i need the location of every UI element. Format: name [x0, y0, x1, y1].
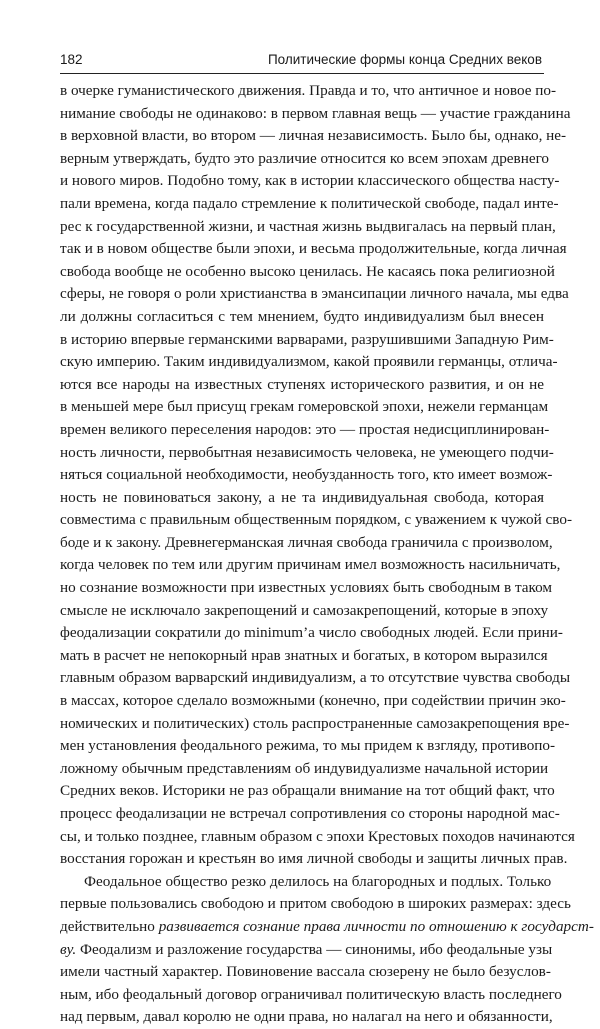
text-line: феодализации сократили до minimum’а число свободных людей. Если прини- — [60, 624, 563, 642]
text-run: Феодализм и разложение государства — синонимы, ибо феодальные узы — [76, 940, 553, 958]
text-line: главным образом варварский индивидуализм, а то отсутствие чувства свободы — [60, 669, 571, 687]
text-line: но сознание возможности при известных условиях быть свободным в таком — [60, 579, 553, 597]
text-line: ложному обычным представлениям об индувидуализме начальной истории — [60, 759, 549, 777]
text-line — [60, 939, 553, 962]
text-line: ются все народы на известных ступенях исторического развития, и он не — [60, 375, 544, 393]
text-line: мать в расчет не непокорный нрав знатных и богатых, в котором выразился — [60, 646, 548, 664]
text-line: Средних веков. Историки не раз обращали внимание на тот общий факт, что — [60, 782, 555, 800]
text-line: мен установления феодального режима, то мы придем к взгляду, противопо- — [60, 737, 556, 755]
text-line: Феодальное общество резко делилось на благородных и подлых. Только — [84, 872, 552, 890]
text-line: верным утверждать, будто это различие относится ко всем эпохам древнего — [60, 149, 550, 167]
text-line: и нового миров. Подобно тому, как в истории классического общества насту- — [60, 172, 560, 190]
text-line: няться социальной необходимости, необузданность того, кто имеет возмож- — [60, 466, 553, 484]
text-line: в очерке гуманистического движения. Правда и то, что античное и новое по- — [60, 82, 557, 99]
text-line: процесс феодализации не встречал сопротивления со стороны народной мас- — [60, 805, 560, 822]
text-line: боде и к закону. Древнегерманская личная свобода граничила с произволом, — [60, 533, 553, 551]
text-line: ность личности, первобытная независимость человека, не умеющего подчи- — [60, 443, 554, 461]
emphasis-text: ву. — [60, 940, 77, 958]
text-line: скую империю. Таким индивидуализмом, какой проявили германцы, отлича- — [60, 353, 558, 371]
text-line: ным, ибо феодальный договор ограничивал политическую власть последнего — [60, 985, 562, 1003]
text-line: в историю впервые германскими варварами, разрушившими Западную Рим- — [60, 330, 554, 348]
paragraph-1 — [60, 80, 575, 871]
text-line: так и в новом обществе были эпохи, и весьма продолжительные, когда личная — [60, 240, 567, 258]
text-line: ли должны согласиться с тем мнением, будто индивидуализм был внесен — [60, 307, 544, 325]
text-line: в меньшей мере был присущ грекам гомеровской эпохи, нежели германцам — [60, 398, 549, 416]
page-number: 182 — [60, 52, 83, 67]
header-rule — [60, 73, 544, 74]
text-line: первые пользовались свободою и притом свободою в широких размерах: здесь — [60, 895, 571, 913]
paragraph-2 — [60, 871, 594, 1029]
text-run: действительно — [60, 917, 159, 935]
running-header — [60, 52, 542, 72]
text-line: пали времена, когда падало стремление к политической свободе, падал инте- — [60, 194, 559, 212]
emphasis-text: развивается сознание права личности по отношению к государст- — [158, 917, 594, 935]
text-line: сы, и только позднее, главным образом с эпохи Крестовых походов начинаются — [60, 827, 575, 845]
running-title: Политические формы конца Средних веков — [267, 52, 542, 67]
text-line: рес к государственной жизни, и частная жизнь выдвигалась на первый план, — [60, 217, 556, 235]
text-line: имели частный характер. Повиновение вассала сюзерену не было безуслов- — [60, 963, 551, 981]
text-line: свобода вообще не особенно высоко ценилась. Не касаясь пока религиозной — [60, 262, 555, 280]
text-line: нимание свободы не одинаково: в первом главная вещь — участие гражданина — [60, 104, 571, 122]
text-line: когда человек по тем или другим причинам имел возможность насильничать, — [60, 556, 561, 574]
text-line: номических и политических) столь распространенные самозакрепощения вре- — [60, 714, 570, 732]
text-line: смысле не исключало закрепощений и самозакрепощений, которые в эпоху — [60, 601, 549, 619]
text-line: совместима с правильным общественным порядком, с уважением к чужой сво- — [60, 511, 572, 529]
text-line: в верховной власти, во втором — личная независимость. Было бы, однако, не- — [60, 127, 567, 145]
text-line: сферы, не говоря о роли христианства в эмансипации личного начала, мы едва — [60, 285, 569, 303]
text-line — [60, 916, 594, 939]
text-line: в массах, которое сделало возможными (конечно, при содействии причин эко- — [60, 692, 566, 710]
body-text — [60, 80, 594, 1029]
text-line: ность не повиноваться закону, а не та индивидуальная свобода, которая — [60, 488, 544, 506]
text-line: времен великого переселения народов: это — простая недисциплинирован- — [60, 420, 550, 438]
text-line: восстания горожан и крестьян во имя личной свободы и защиты личных прав. — [60, 850, 568, 868]
text-line: над первым, давал королю не одни права, но налагал на него и обязанности, — [60, 1008, 553, 1026]
